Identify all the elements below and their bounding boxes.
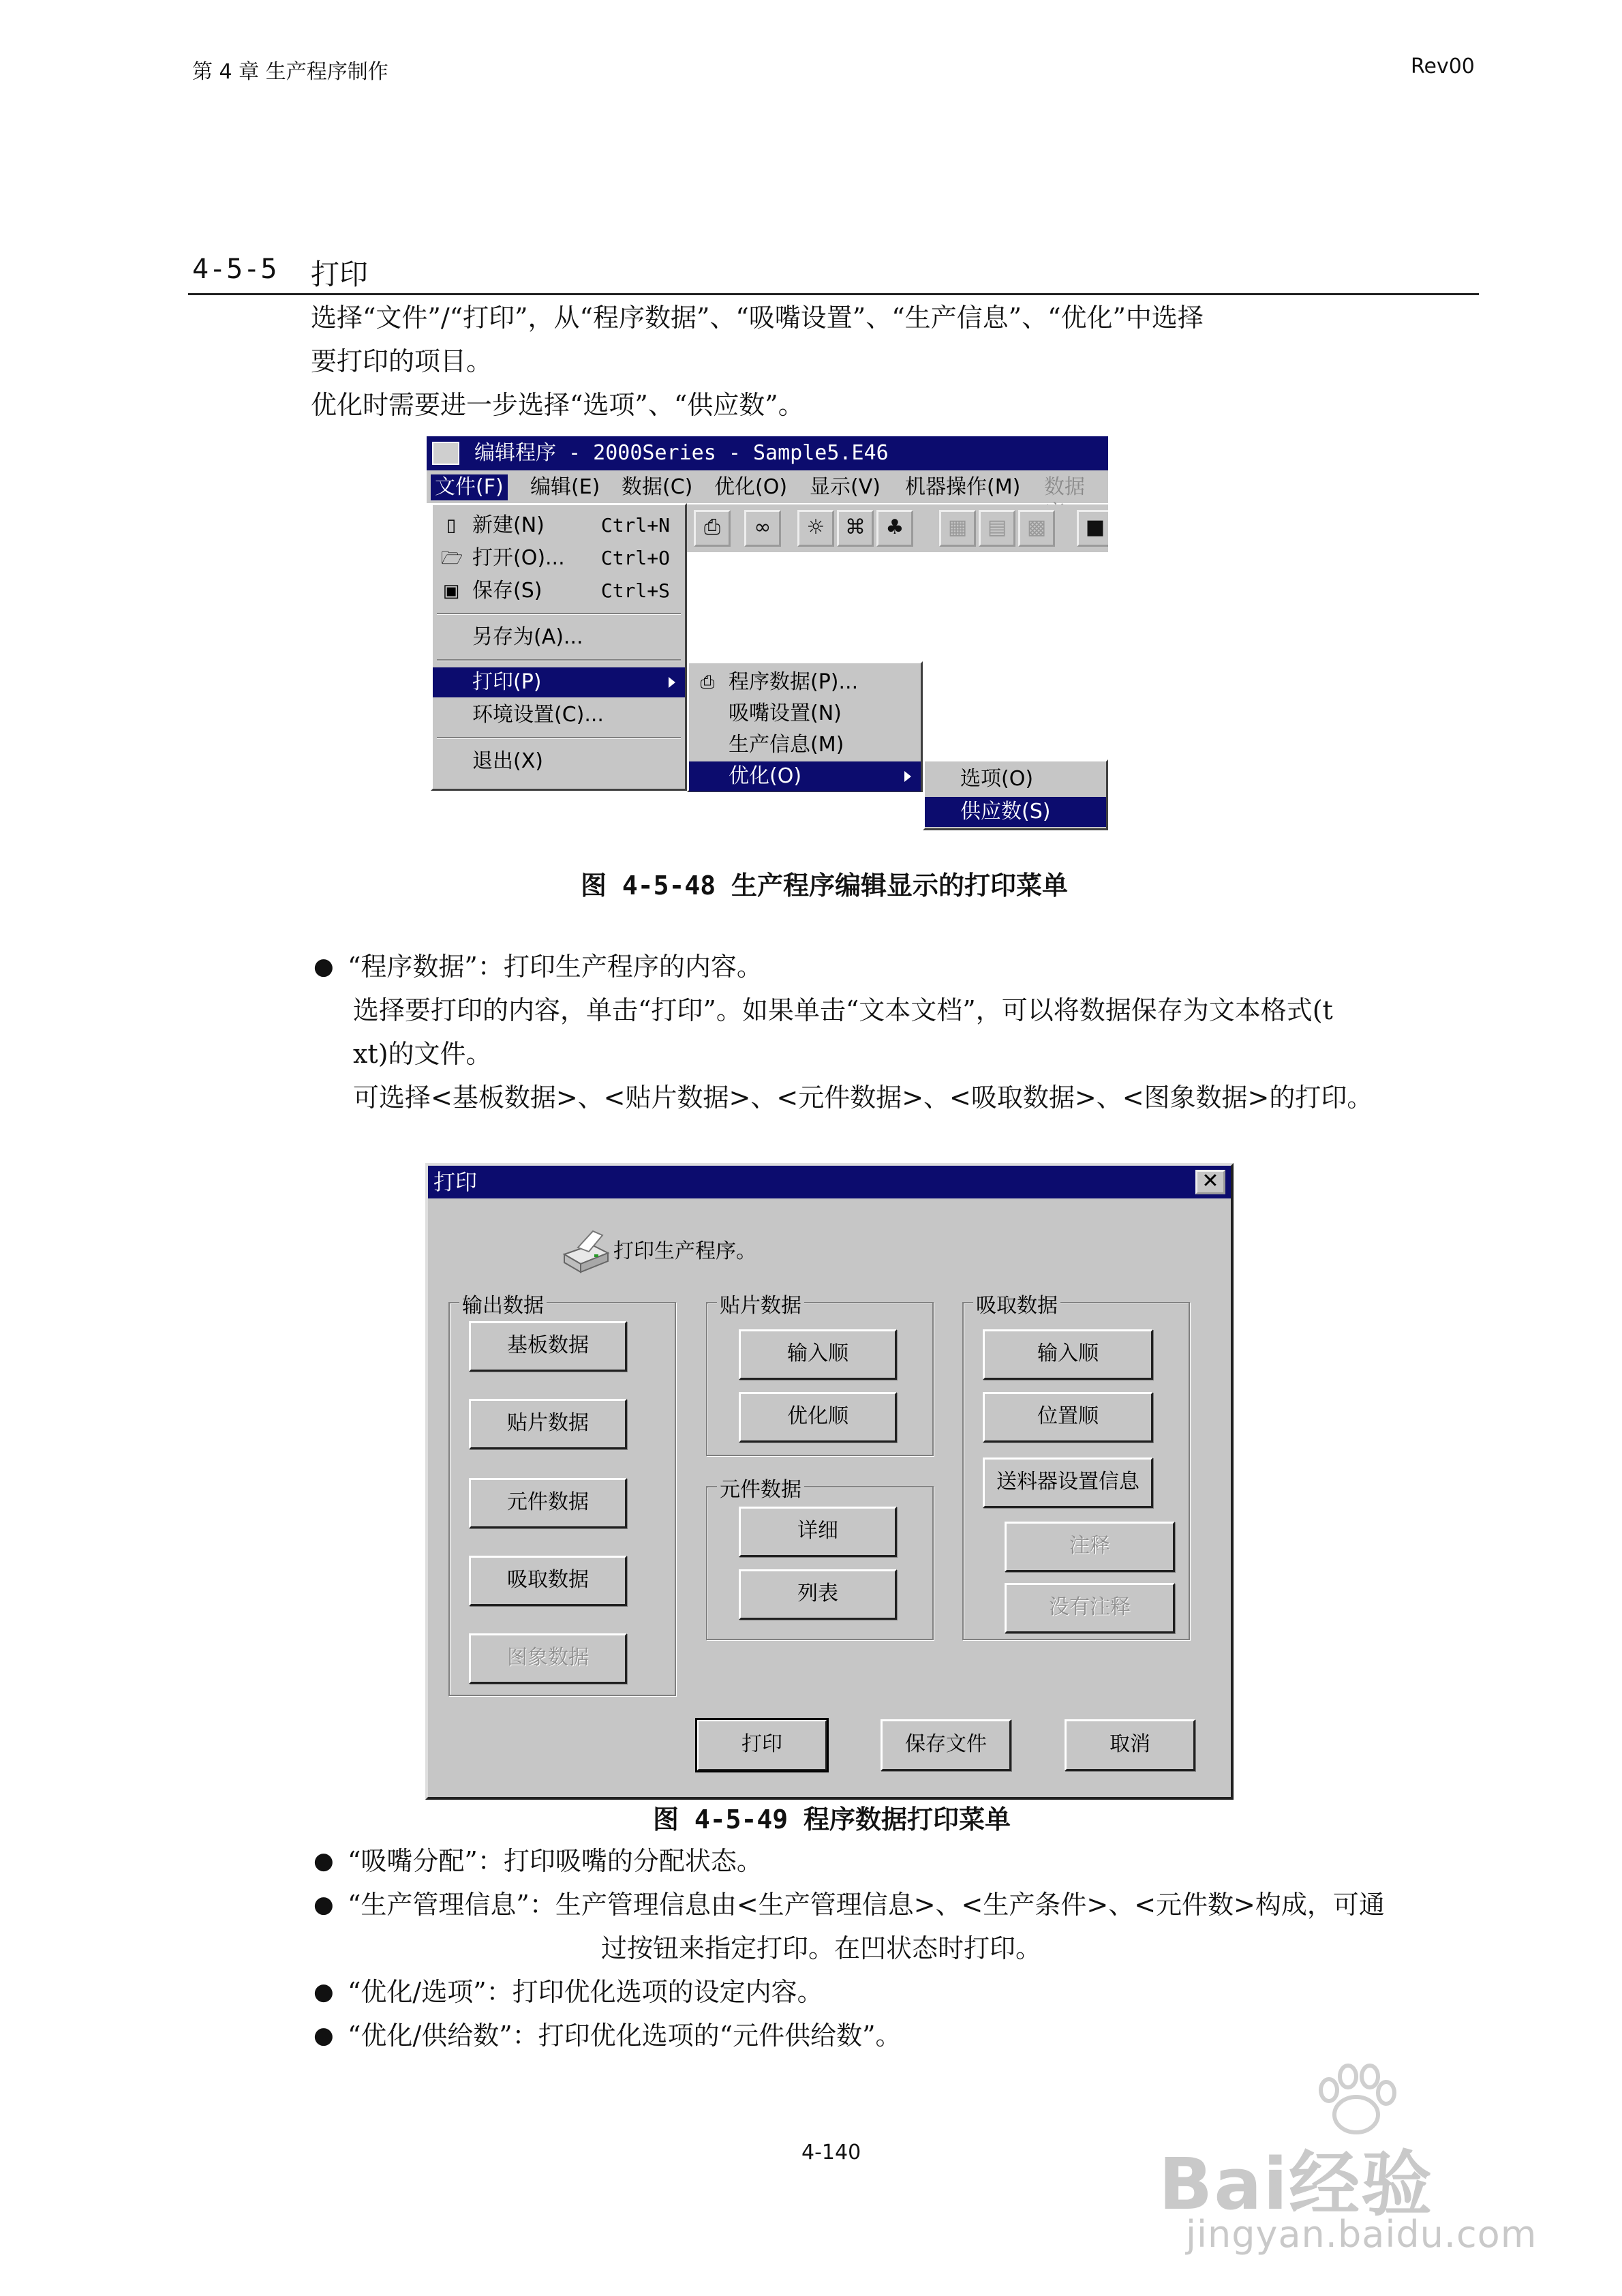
menu-optimize[interactable]: 优化(O) bbox=[714, 475, 788, 499]
disabled-feeder-icon: ▤ bbox=[979, 510, 1015, 547]
menu-separator bbox=[437, 737, 681, 739]
floppy-icon: ▣ bbox=[442, 581, 460, 601]
watermark-url: jingyan.baidu.com bbox=[1186, 2213, 1537, 2256]
pick-data-button[interactable]: 吸取数据 bbox=[469, 1556, 627, 1606]
bullet-dot: ● bbox=[313, 1978, 334, 2006]
submenu-arrow-icon bbox=[669, 677, 675, 688]
watermark-brand: Bai经验 bbox=[1159, 2143, 1434, 2226]
cancel-button[interactable]: 取消 bbox=[1065, 1719, 1195, 1771]
print-message: 打印生产程序。 bbox=[613, 1239, 756, 1263]
optimize-submenu bbox=[923, 759, 1108, 830]
menu-item-print[interactable]: 打印(P) bbox=[433, 667, 685, 697]
print-dialog bbox=[425, 1163, 1234, 1800]
menu-edit[interactable]: 编辑(E) bbox=[530, 475, 600, 499]
revision-label: Rev00 bbox=[1411, 55, 1475, 78]
image-data-button: 图象数据 bbox=[469, 1633, 627, 1684]
section-title: 打印 bbox=[311, 258, 369, 291]
intro-line-3: 优化时需要进一步选择“选项”、“供应数”。 bbox=[311, 390, 804, 420]
menu-separator bbox=[437, 613, 681, 615]
disabled-box-icon: ▩ bbox=[1018, 510, 1055, 547]
pick-data-group bbox=[962, 1294, 1190, 1640]
part-list-button[interactable]: 列表 bbox=[739, 1569, 897, 1620]
print-button[interactable]: 打印 bbox=[697, 1719, 827, 1771]
print-dialog-title: 打印 bbox=[433, 1169, 478, 1195]
toolbar bbox=[686, 504, 1108, 552]
board-data-button[interactable]: 基板数据 bbox=[469, 1321, 627, 1372]
binoculars-icon[interactable]: ∞ bbox=[744, 510, 781, 547]
menu-item-open[interactable]: 🗁 打开(O)... Ctrl+O bbox=[441, 546, 670, 570]
menu-item-new[interactable]: ▯ 新建(N) Ctrl+N bbox=[433, 511, 685, 541]
menu-item-save-as[interactable]: 另存为(A)... bbox=[472, 625, 583, 649]
menu-view[interactable]: 显示(V) bbox=[810, 475, 881, 499]
print-dialog-titlebar bbox=[428, 1166, 1231, 1198]
figure-caption-2: 图 4-5-49 程序数据打印菜单 bbox=[653, 1804, 1011, 1834]
note-button: 注释 bbox=[1005, 1522, 1175, 1572]
close-button[interactable]: ✕ bbox=[1195, 1170, 1225, 1194]
component-icon[interactable]: ■ bbox=[1077, 510, 1108, 547]
bullet-nozzle: “吸嘴分配”：打印吸嘴的分配状态。 bbox=[348, 1846, 763, 1876]
part-group-label: 元件数据 bbox=[717, 1472, 804, 1502]
mount-data-button[interactable]: 贴片数据 bbox=[469, 1399, 627, 1449]
part-data-button[interactable]: 元件数据 bbox=[469, 1478, 627, 1528]
bullet-dot: ● bbox=[313, 953, 334, 980]
submenu-item-nozzle[interactable]: 吸嘴设置(N) bbox=[729, 701, 842, 725]
body-line-3: 可选择<基板数据>、<贴片数据>、<元件数据>、<吸取数据>、<图象数据>的打印。 bbox=[353, 1083, 1373, 1113]
bullet-dot: ● bbox=[313, 1847, 334, 1875]
edit-window-titlebar bbox=[427, 436, 1108, 470]
menu-item-exit[interactable]: 退出(X) bbox=[472, 749, 543, 773]
bullet-production-info-cont: 过按钮来指定打印。在凹状态时打印。 bbox=[601, 1933, 1042, 1963]
no-note-button: 没有注释 bbox=[1005, 1583, 1175, 1633]
submenu-item-production[interactable]: 生产信息(M) bbox=[729, 733, 844, 757]
page-number: 4-140 bbox=[801, 2141, 861, 2164]
body-line-2: xt)的文件。 bbox=[353, 1039, 492, 1069]
pick-input-order-button[interactable]: 输入顺 bbox=[983, 1329, 1153, 1380]
bullet-dot: ● bbox=[313, 2022, 334, 2049]
menu-bar bbox=[427, 470, 1108, 503]
new-file-icon: ▯ bbox=[446, 515, 457, 536]
shapes-icon[interactable]: ♣ bbox=[876, 510, 913, 547]
figure-caption-1: 图 4-5-48 生产程序编辑显示的打印菜单 bbox=[581, 871, 1069, 901]
submenu-item-program-data[interactable]: ⎙ 程序数据(P)... bbox=[689, 667, 921, 697]
bullet-optimize-supply: “优化/供给数”：打印优化选项的“元件供给数”。 bbox=[348, 2021, 902, 2051]
app-icon bbox=[432, 442, 459, 465]
menu-database: 数据 bbox=[1044, 475, 1085, 499]
menu-file[interactable]: 文件(F) bbox=[431, 474, 508, 500]
body-line-1: 选择要打印的内容，单击“打印”。如果单击“文本文档”，可以将数据保存为文本格式(t bbox=[353, 995, 1333, 1025]
chapter-header: 第 4 章 生产程序制作 bbox=[192, 60, 388, 84]
section-number: 4-5-5 bbox=[192, 254, 278, 285]
output-group-label: 输出数据 bbox=[459, 1288, 547, 1318]
menu-data[interactable]: 数据(C) bbox=[622, 475, 693, 499]
save-file-button[interactable]: 保存文件 bbox=[881, 1719, 1011, 1771]
submenu-arrow-icon bbox=[904, 771, 911, 782]
edit-window-title: 编辑程序 - 2000Series - Sample5.E46 bbox=[474, 441, 889, 465]
part-detail-button[interactable]: 详细 bbox=[739, 1507, 897, 1557]
output-data-group bbox=[448, 1294, 676, 1696]
section-rule bbox=[188, 293, 1479, 295]
bulb-icon[interactable]: ☼ bbox=[797, 510, 834, 547]
pick-group-label: 吸取数据 bbox=[973, 1288, 1060, 1318]
printer-icon: ⎙ bbox=[700, 672, 715, 693]
menu-machine[interactable]: 机器操作(M) bbox=[905, 475, 1021, 499]
bullet-optimize-options: “优化/选项”：打印优化选项的设定内容。 bbox=[348, 1977, 823, 2007]
open-folder-icon: 🗁 bbox=[441, 548, 463, 569]
bullet-program-data: “程序数据”：打印生产程序的内容。 bbox=[348, 952, 763, 982]
submenu-item-options[interactable]: 选项(O) bbox=[960, 767, 1034, 791]
menu-item-save[interactable]: ▣ 保存(S) Ctrl+S bbox=[433, 576, 685, 606]
feeder-setting-button[interactable]: 送料器设置信息 bbox=[983, 1457, 1153, 1508]
submenu-item-supply[interactable]: 供应数(S) bbox=[925, 797, 1106, 827]
bullet-dot: ● bbox=[313, 1891, 334, 1918]
part-data-group bbox=[706, 1478, 934, 1640]
submenu-item-optimize[interactable]: 优化(O) bbox=[689, 761, 921, 791]
mount-group-label: 贴片数据 bbox=[717, 1288, 804, 1318]
mount-input-order-button[interactable]: 输入顺 bbox=[739, 1329, 897, 1380]
network-icon[interactable]: ⌘ bbox=[837, 510, 874, 547]
menu-item-environment[interactable]: 环境设置(C)... bbox=[472, 703, 604, 727]
menu-separator bbox=[437, 659, 681, 661]
pick-position-order-button[interactable]: 位置顺 bbox=[983, 1392, 1153, 1442]
edit-program-window bbox=[427, 436, 1108, 845]
mount-optimize-order-button[interactable]: 优化顺 bbox=[739, 1392, 897, 1442]
mount-data-group bbox=[706, 1294, 934, 1456]
bullet-production-info: “生产管理信息”：生产管理信息由<生产管理信息>、<生产条件>、<元件数>构成，可通 bbox=[348, 1890, 1385, 1920]
print-submenu bbox=[687, 661, 923, 792]
printer-icon[interactable]: ⎙ bbox=[694, 510, 731, 547]
intro-line-2: 要打印的项目。 bbox=[311, 346, 493, 376]
disabled-tool-icon: ▦ bbox=[939, 510, 976, 547]
intro-line-1: 选择“文件”/“打印”，从“程序数据”、“吸嘴设置”、“生产信息”、“优化”中选择 bbox=[311, 303, 1204, 333]
printer-icon bbox=[557, 1227, 612, 1275]
file-menu-dropdown bbox=[431, 503, 687, 791]
